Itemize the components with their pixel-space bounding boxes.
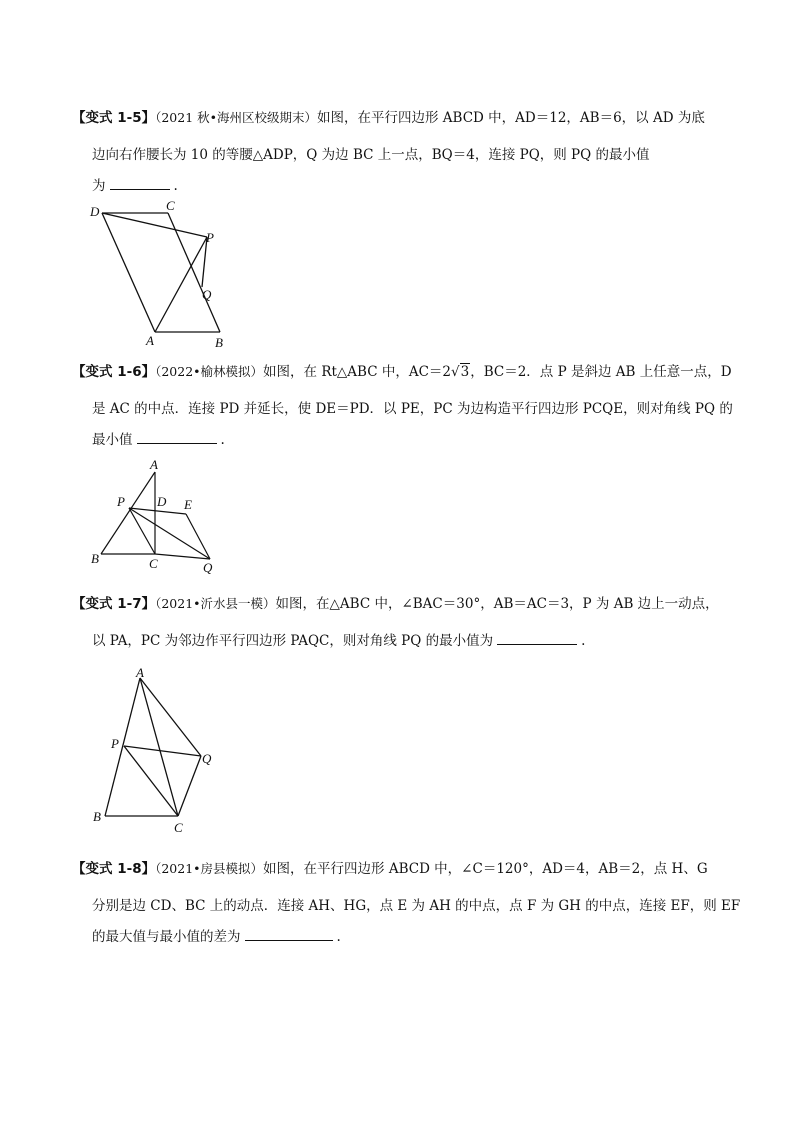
label-B: B [215,335,223,350]
problem-text: 如图，在 Rt△ABC 中，AC＝2 [263,364,452,380]
problem-source: （2021 秋•海州区校级期末） [155,110,318,125]
label-D: D [157,494,167,509]
label-Q: Q [202,287,212,302]
problem-text: ，BC＝2．点 P 是斜边 AB 上任意一点，D [470,364,732,380]
problem-1-7-line1 [72,594,719,614]
period: . [336,929,341,945]
problem-1-8-line1 [72,859,708,879]
problem-1-5-line3 [92,176,178,196]
problem-1-6-line1 [72,362,732,382]
figure-lines [105,678,201,816]
label-P: P [117,494,125,509]
problem-tag: 【变式 1-5】 [72,110,156,126]
label-Q: Q [203,560,213,575]
period: . [581,633,586,649]
figure-lines [101,472,210,559]
problem-1-7-line2 [92,631,585,651]
problem-text: 最小值 [92,432,133,448]
label-E: E [184,497,192,512]
problem-1-5-line2: 边向右作腰长为 10 的等腰△ADP，Q 为边 BC 上一点，BQ＝4，连接 PQ，则 PQ 的最小值 [92,147,650,163]
label-D: D [90,204,100,219]
label-Q: Q [202,751,212,766]
label-B: B [93,809,101,824]
problem-1-6-line2: 是 AC 的中点．连接 PD 并延长，使 DE＝PD．以 PE，PC 为边构造平行四边形 PCQE，则对角线 PQ 的 [92,401,733,417]
problem-text: 为 [92,178,106,194]
figure-parallelogram-abcd-p [80,195,230,353]
sqrt-expression: √3 [451,364,470,380]
figure-triangle-abc-paqc [88,664,223,840]
problem-text: 如图，在平行四边形 ABCD 中，∠C＝120°，AD＝4，AB＝2，点 H、G [263,861,708,877]
period: . [220,432,225,448]
problem-tag: 【变式 1-6】 [72,364,156,380]
answer-blank[interactable] [245,927,333,941]
figure-lines [102,213,220,332]
label-B: B [91,551,99,566]
problem-tag: 【变式 1-7】 [72,596,156,612]
problem-1-6-line3 [92,430,225,450]
label-A: A [136,665,144,680]
problem-text: 如图，在平行四边形 ABCD 中，AD＝12，AB＝6，以 AD 为底 [317,110,705,126]
problem-text: 如图，在△ABC 中，∠BAC＝30°，AB＝AC＝3，P 为 AB 边上一动点， [275,596,719,612]
problem-tag: 【变式 1-8】 [72,861,156,877]
problem-1-8-line3 [92,927,341,947]
label-A: A [146,333,154,348]
answer-blank[interactable] [497,631,577,645]
sqrt-radicand: 3 [460,364,470,380]
problem-text: 以 PA，PC 为邻边作平行四边形 PAQC，则对角线 PQ 的最小值为 [92,633,494,649]
label-C: C [166,198,175,213]
label-P: P [111,736,119,751]
problem-1-8-line2: 分别是边 CD、BC 上的动点．连接 AH、HG，点 E 为 AH 的中点，点 F 为 GH 的中点，连接 EF，则 EF [92,898,741,914]
problem-source: （2021•沂水县一模） [155,596,276,611]
label-C: C [174,820,183,835]
label-P: P [206,230,214,245]
problem-source: （2021•房县模拟） [155,861,264,876]
label-C: C [149,556,158,571]
problem-text: 的最大值与最小值的差为 [92,929,241,945]
label-A: A [150,457,158,472]
figure-triangle-abc-pcqe [85,456,225,578]
problem-source: （2022•榆林模拟） [155,364,264,379]
period: . [173,178,178,194]
answer-blank[interactable] [137,430,217,444]
answer-blank[interactable] [110,176,170,190]
problem-1-5-line1 [72,108,705,128]
